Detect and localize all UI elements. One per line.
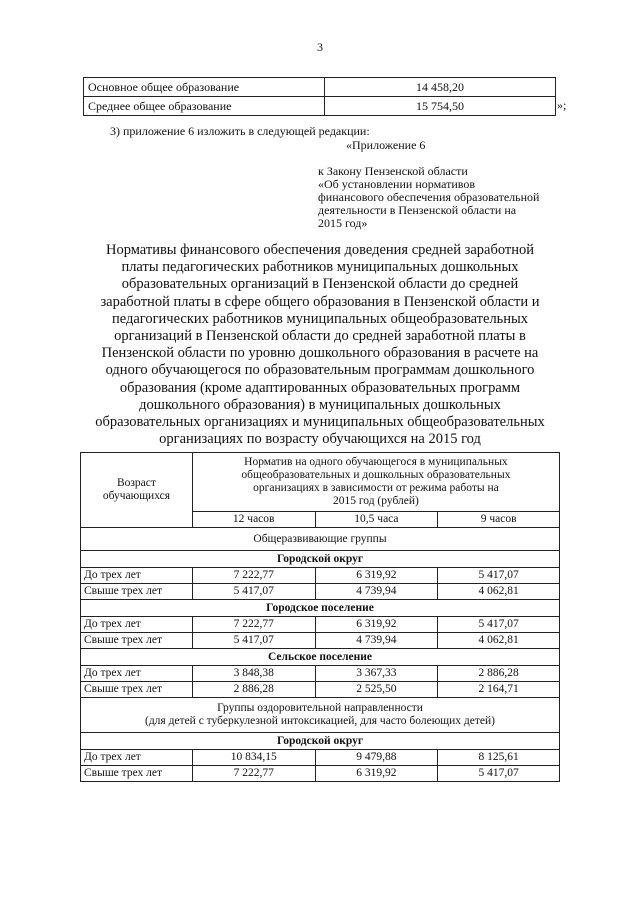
section-title (81, 698, 560, 733)
value-cell: 7 222,77 (192, 568, 315, 584)
row-value: 14 458,20 (325, 78, 556, 97)
value-cell: 7 222,77 (192, 766, 315, 782)
group-row (81, 600, 560, 617)
value-cell: 7 222,77 (192, 617, 315, 633)
value-cell: 6 319,92 (315, 766, 438, 782)
age-label: До трех лет (81, 750, 193, 766)
table-row (81, 568, 560, 584)
section-title-line: Группы оздоровительной направленности (217, 702, 423, 714)
section-title-line: (для детей с туберкулезной интоксикацией, для часто болеющих детей) (145, 715, 495, 727)
value-cell: 4 062,81 (438, 633, 560, 649)
table-row (81, 633, 560, 649)
value-cell: 5 417,07 (438, 568, 560, 584)
heading-line: образовательных организаций в Пензенской области до средней (121, 276, 519, 293)
mode-header: 10,5 часа (315, 512, 438, 528)
heading-line: педагогических работников муниципальных общеобразовательных (111, 310, 529, 327)
age-label: Свыше трех лет (81, 682, 193, 698)
row-value: 15 754,50 (325, 97, 556, 116)
top-table (83, 77, 556, 116)
group-title: Городской округ (81, 551, 560, 568)
table-row (84, 78, 556, 97)
table-row (81, 666, 560, 682)
item-3: 3) приложение 6 изложить в следующей редакции: (110, 124, 370, 138)
table-header-row (81, 453, 560, 512)
table-row (84, 97, 556, 116)
section-title: Общеразвивающие группы (81, 528, 560, 551)
norm-header-line: организациях в зависимости от режима работы на (253, 482, 499, 494)
age-label: Свыше трех лет (81, 766, 193, 782)
appendix-title: «Приложение 6 (346, 138, 426, 152)
heading-line: организациях по возрасту обучающихся на 2015 год (159, 431, 481, 448)
age-label: До трех лет (81, 568, 193, 584)
appendix-line: деятельности в Пензенской области на (318, 203, 517, 217)
appendix-line: к Закону Пензенской области (318, 164, 468, 178)
group-title: Городской округ (81, 733, 560, 750)
table-row (81, 617, 560, 633)
norm-header-line: общеобразовательных и дошкольных образовательных (241, 469, 511, 481)
heading-line: дошкольного образования) в муниципальных дошкольных (139, 396, 501, 413)
value-cell: 4 062,81 (438, 584, 560, 600)
table-row (81, 584, 560, 600)
appendix-line: финансового обеспечения образовательной (318, 190, 540, 204)
group-row (81, 733, 560, 750)
value-cell: 2 886,28 (192, 682, 315, 698)
value-cell: 5 417,07 (192, 584, 315, 600)
heading-line: Пензенской области по уровню дошкольного образования в расчете на (101, 345, 539, 362)
table-row (81, 766, 560, 782)
appendix-block (318, 139, 539, 230)
row-label: Основное общее образование (84, 78, 325, 97)
heading-line: одного обучающегося по образовательным программам дошкольного (105, 362, 535, 379)
group-title: Городское поселение (81, 600, 560, 617)
value-cell: 2 886,28 (438, 666, 560, 682)
value-cell: 2 164,71 (438, 682, 560, 698)
heading-line: образования (кроме адаптированных образовательных программ (119, 379, 521, 396)
heading-line: организаций в Пензенской области до средней заработной платы в (114, 328, 526, 345)
closing-quote: »; (557, 98, 567, 112)
value-cell: 4 739,94 (315, 633, 438, 649)
group-row (81, 649, 560, 666)
age-header (81, 453, 193, 528)
appendix-line: 2015 год» (318, 216, 368, 230)
norm-header-line: 2015 год (рублей) (332, 495, 419, 507)
value-cell: 5 417,07 (192, 633, 315, 649)
value-cell: 2 525,50 (315, 682, 438, 698)
table-row (81, 750, 560, 766)
group-title: Сельское поселение (81, 649, 560, 666)
value-cell: 4 739,94 (315, 584, 438, 600)
value-cell: 5 417,07 (438, 617, 560, 633)
heading-line: заработной платы в сфере общего образования в Пензенской области и (100, 293, 540, 310)
age-header-line: обучающихся (102, 490, 171, 502)
heading-line: платы педагогических работников муниципальных дошкольных (121, 259, 519, 276)
section-row (81, 698, 560, 733)
row-label: Среднее общее образование (84, 97, 325, 116)
page-number: 3 (317, 40, 323, 54)
value-cell: 3 848,38 (192, 666, 315, 682)
value-cell: 5 417,07 (438, 766, 560, 782)
heading-line: образовательных организациях и муниципальных общеобразовательных (95, 414, 545, 431)
age-header-line: Возраст (116, 477, 156, 489)
age-label: До трех лет (81, 617, 193, 633)
norm-header-line: Норматив на одного обучающегося в муниципальных (244, 456, 508, 468)
group-row (81, 551, 560, 568)
norm-header (192, 453, 559, 512)
age-label: Свыше трех лет (81, 633, 193, 649)
value-cell: 10 834,15 (192, 750, 315, 766)
table-row (81, 682, 560, 698)
heading-line: Нормативы финансового обеспечения доведения средней заработной (105, 242, 535, 258)
norms-table (80, 452, 560, 782)
appendix-line: «Об установлении нормативов (318, 177, 476, 191)
value-cell: 3 367,33 (315, 666, 438, 682)
document-heading (80, 242, 560, 448)
value-cell: 6 319,92 (315, 617, 438, 633)
value-cell: 6 319,92 (315, 568, 438, 584)
age-label: Свыше трех лет (81, 584, 193, 600)
value-cell: 9 479,88 (315, 750, 438, 766)
section-row (81, 528, 560, 551)
value-cell: 8 125,61 (438, 750, 560, 766)
mode-header: 12 часов (192, 512, 315, 528)
mode-header: 9 часов (438, 512, 560, 528)
age-label: До трех лет (81, 666, 193, 682)
